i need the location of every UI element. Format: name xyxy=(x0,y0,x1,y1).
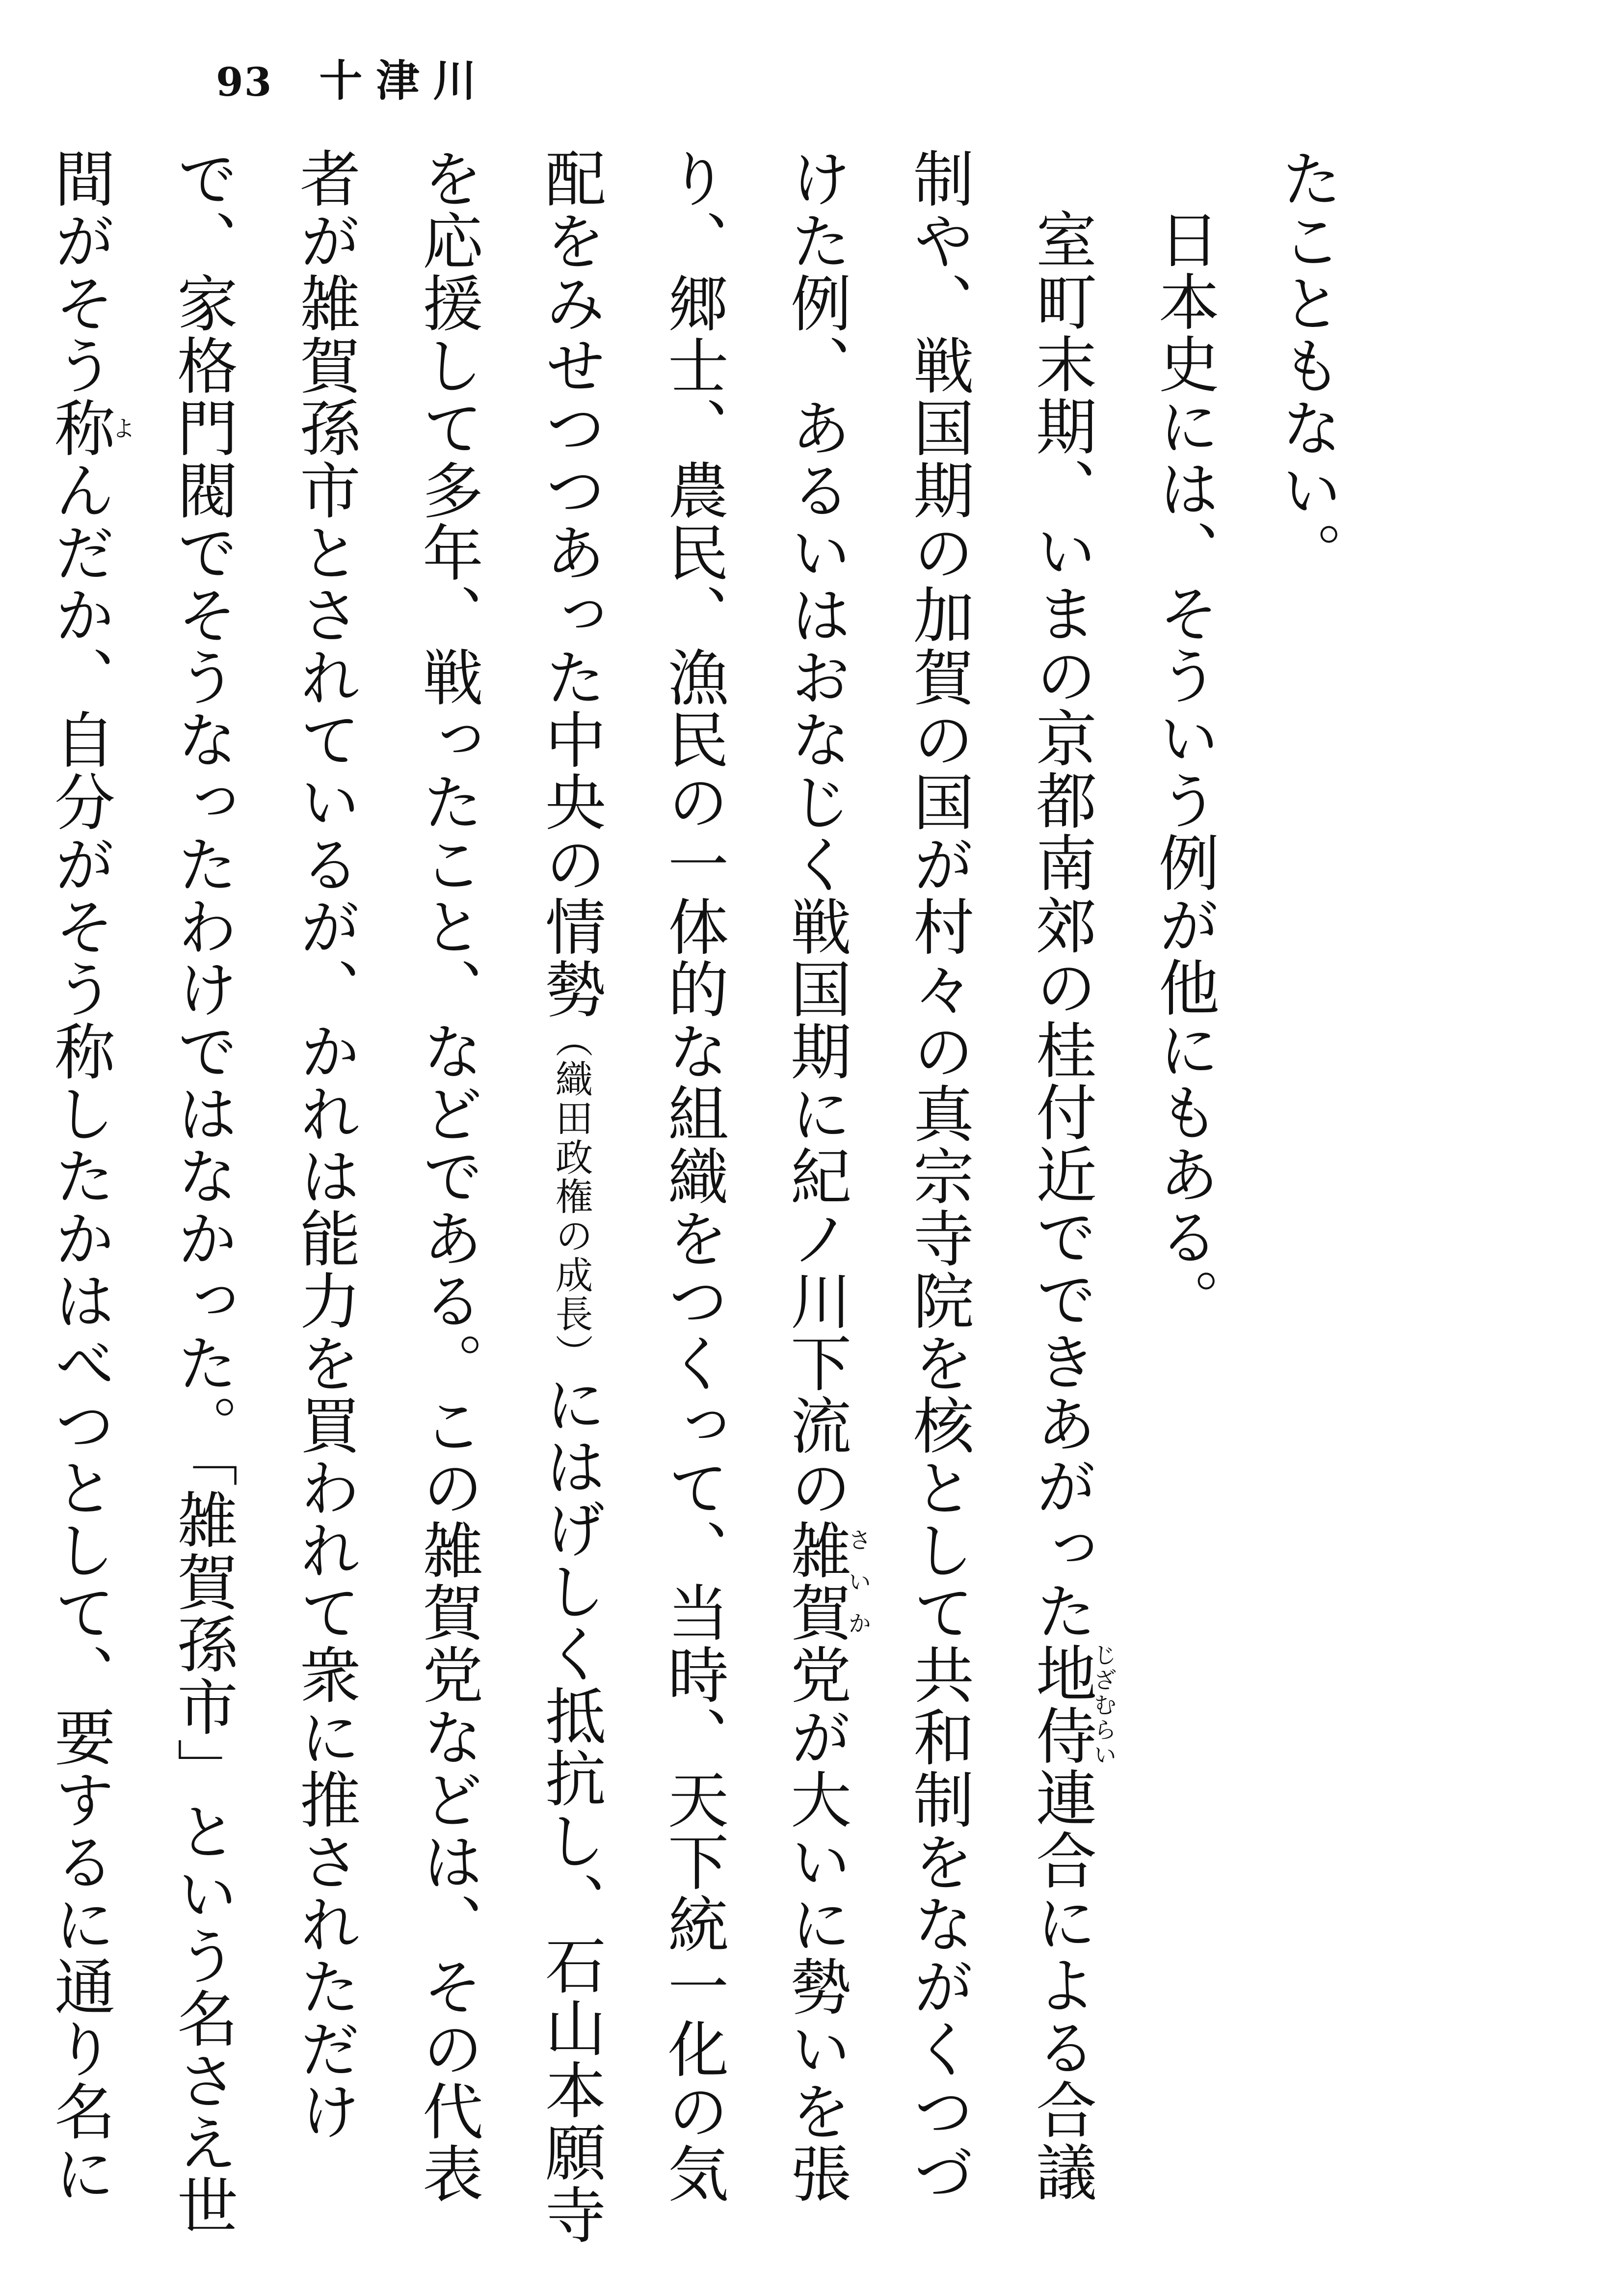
ruby-yo-reading: よ xyxy=(108,397,135,459)
paragraph-2-text: 日本史には、そういう例が他にもある。 xyxy=(1148,208,1219,1330)
ruby-yo-base: 称 xyxy=(44,397,115,459)
ruby-saika xyxy=(780,1519,872,1644)
running-title: 十津川 xyxy=(319,55,490,106)
ruby-jizamurai-reading: じざむらい xyxy=(1090,1642,1117,1767)
paragraph-2 xyxy=(1122,147,1245,2258)
paragraph-1-text: たこともない。 xyxy=(1271,147,1342,584)
vertical-body-text xyxy=(0,147,1368,2258)
paragraph-3-text-a: 室町末期、いまの京都南郊の桂付近でできあがった xyxy=(1026,208,1096,1642)
paragraph-3-text-e: んだか、自分がそう称したかはべつとして、要するに通り名に xyxy=(44,459,115,2205)
ruby-saika-base: 雑賀 xyxy=(780,1519,851,1644)
paragraph-3-text-b: 連合による合議制や、戦国期の加賀の国が村々の真宗寺院を核として共和制をながくつづけた例、あるいはおなじく戦国期に紀ノ川下流の xyxy=(780,147,1096,2205)
paragraph-1 xyxy=(1245,147,1368,2258)
ruby-jizamurai xyxy=(1026,1642,1117,1767)
ruby-saika-reading: さいか xyxy=(844,1519,872,1644)
paragraph-3-text-d: にはげしく抵抗し、石山本願寺を応援して多年、戦ったこと、などである。この雑賀党などは、その代表者が雑賀孫市とされているが、かれは能力を買われて衆に推されただけで、家格門閥でそうなったわけではなかった。「雑賀孫市」という名さえ世間がそう xyxy=(44,147,606,2246)
paragraph-3 xyxy=(0,147,1122,2258)
paragraph-3-text-c: 党が大いに勢いを張り、郷士、農民、漁民の一体的な組織をつくって、当時、天下統一化の気配をみせつつあった中央の情勢 xyxy=(535,147,851,2205)
ruby-jizamurai-base: 地侍 xyxy=(1026,1642,1096,1767)
parenthetical-note: （織田政権の成長） xyxy=(549,1020,592,1373)
ruby-yo xyxy=(44,397,135,459)
page-number: 93 xyxy=(216,59,273,105)
page-header xyxy=(216,47,490,108)
